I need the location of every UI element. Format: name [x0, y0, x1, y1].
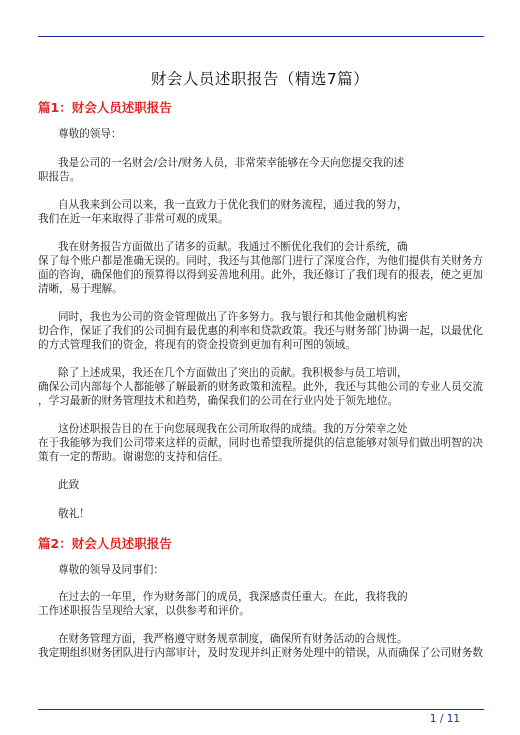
- paragraph-line: 的方式管理我们的资金，将现有的资金投资到更加有利可图的领域。: [38, 339, 356, 351]
- paragraph-line: 职报告。: [38, 171, 81, 183]
- paragraph-line: 我定期组织财务团队进行内部审计，及时发现并纠正财务处理中的错误，从而确保了公司财务数: [38, 647, 483, 659]
- paragraph-line: 清晰，易于理解。: [38, 283, 123, 295]
- paragraph-line: 这份述职报告目的在于向您展现我在公司所取得的成绩。我的万分荣幸之处: [58, 423, 408, 435]
- paragraph-line: 面的咨询，确保他们的预算得以得到妥善地利用。此外，我还修订了我们现有的报表，使之更加: [38, 269, 483, 281]
- paragraph-line: 保了每个账户都是准确无误的。同时，我还与其他部门进行了深度合作，为他们提供有关财务方: [38, 255, 483, 267]
- section-heading-1: 篇1：财会人员述职报告: [38, 100, 172, 115]
- paragraph-line: 策有一定的帮助。谢谢您的支持和信任。: [38, 451, 229, 463]
- paragraph-line: 我们在近一年来取得了非常可观的成果。: [38, 213, 229, 225]
- paragraph-line: 除了上述成果，我还在几个方面做出了突出的贡献。我积极参与员工培训，: [58, 367, 408, 379]
- greeting: 尊敬的领导及同事们：: [58, 564, 164, 576]
- paragraph-line: 同时，我也为公司的资金管理做出了许多努力。我与银行和其他金融机构密: [58, 311, 408, 323]
- paragraph-line: 工作述职报告呈现给大家，以供参考和评价。: [38, 605, 250, 617]
- document-title: 财会人员述职报告（精选7篇）: [150, 70, 370, 88]
- paragraph-line: 自从我来到公司以来，我一直致力于优化我们的财务流程，通过我的努力，: [58, 199, 408, 211]
- paragraph-line: 在过去的一年里，作为财务部门的成员，我深感责任重大。在此，我将我的: [58, 591, 408, 603]
- paragraph-line: 我是公司的一名财会/会计/财务人员，非常荣幸能够在今天向您提交我的述: [58, 157, 405, 169]
- paragraph-line: 切合作，保证了我们的公司拥有最优惠的利率和贷款政策。我还与财务部门协调一起，以最优化: [38, 325, 483, 337]
- paragraph-line: 我在财务报告方面做出了诸多的贡献。我通过不断优化我们的会计系统，确: [58, 241, 408, 253]
- closing-line: 此致: [58, 479, 80, 491]
- closing-line: 敬礼！: [58, 508, 90, 520]
- footer-rule: [38, 709, 484, 710]
- paragraph-line: ，学习最新的财务管理技术和趋势，确保我们的公司在行业内处于领先地位。: [38, 395, 399, 407]
- greeting: 尊敬的领导：: [58, 128, 122, 140]
- header-rule: [38, 36, 484, 37]
- page-number: 1 / 11: [429, 713, 461, 725]
- paragraph-line: 确保公司内部每个人都能够了解最新的财务政策和流程。此外，我还与其他公司的专业人员交流: [38, 381, 483, 393]
- paragraph-line: 在财务管理方面，我严格遵守财务规章制度，确保所有财务活动的合规性。: [58, 633, 408, 645]
- paragraph-line: 在于我能够为我们公司带来这样的贡献，同时也希望我所提供的信息能够对领导们做出明智的决: [38, 437, 483, 449]
- section-heading-2: 篇2：财会人员述职报告: [38, 536, 172, 551]
